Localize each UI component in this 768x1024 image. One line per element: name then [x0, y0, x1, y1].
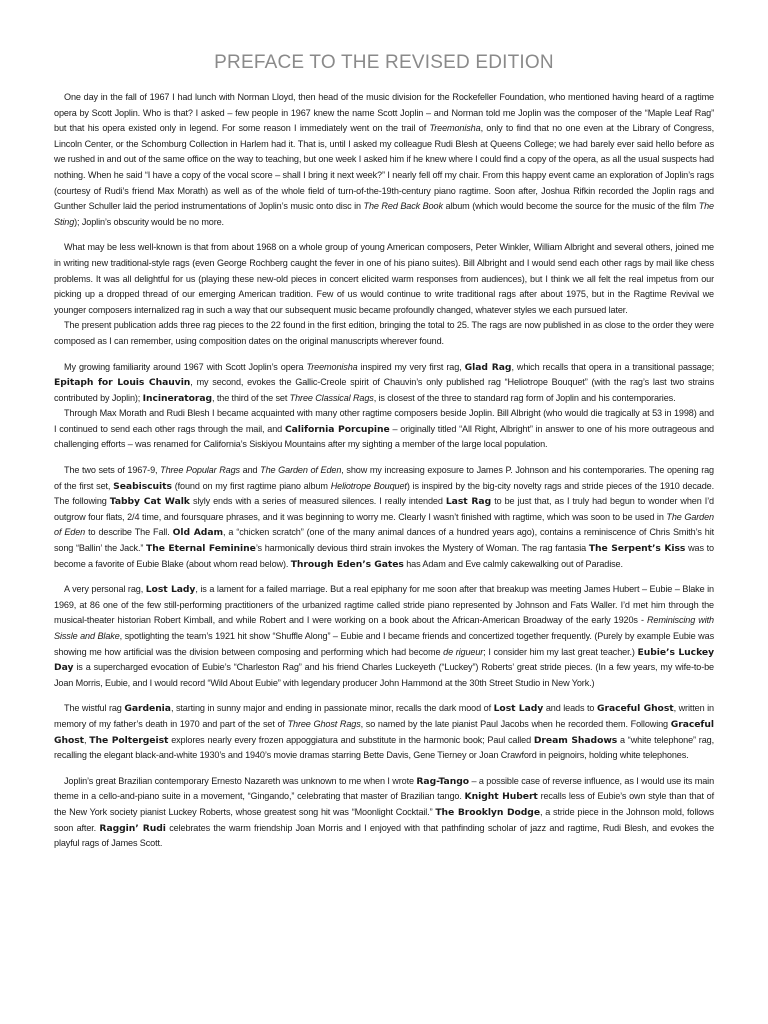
- paragraph: [54, 701, 714, 763]
- text-run: What may be less well-known is that from about 1968 on a whole group of young American composers, Peter Winkler, William Albright and several others, joined me in writing new traditional-style rags (even George Rochberg caught the fever in one of his piano suites). Bill Albright and I would send each other rags by mail like chess problems. It was all delightful for us (playing these new-old pieces in concert elicited warm responses from audiences), but I think we all felt the real impetus from our picking up a dropped thread of our emerging American tradition. Few of us would continue to write traditional rags after about 1975, but in the Ragtime Revival we younger composers internalized rag in such a way that our subsequent music became profoundly changed, whatever styles we each pursued later.: [54, 242, 714, 315]
- rag-title: Eubie’s Luckey Day: [54, 646, 715, 674]
- rag-title: Incineratorag: [142, 392, 213, 404]
- text-run: ); Joplin’s obscurity would be no more.: [74, 216, 224, 227]
- paragraph: [54, 240, 714, 318]
- italic-title: Three Ghost Rags: [287, 718, 361, 729]
- text-run: , written in memory of my father’s death in 1970 and part of the set of: [54, 703, 714, 729]
- text-run: , the third of the set: [212, 392, 290, 403]
- text-run: The two sets of 1967-9,: [64, 465, 161, 476]
- rag-title: Tabby Cat Walk: [109, 496, 190, 508]
- rag-title: Lost Lady: [493, 703, 544, 715]
- text-run: ’s harmonically devious third strain invokes the Mystery of Woman. The rag fantasia: [255, 543, 589, 554]
- text-run: – a possible case of reverse influence, as I would use its main theme in a cello-and-piano suite in a movement, “Gingando,” celebrating that master of Brazilian tango.: [54, 775, 715, 802]
- rag-title: Old Adam: [172, 527, 223, 539]
- italic-title: Three Classical Rags: [289, 392, 374, 403]
- paragraph: [54, 90, 714, 230]
- italic-title: Treemonisha: [429, 123, 481, 134]
- italic-title: The Garden of Eden: [54, 511, 714, 538]
- text-run: celebrates the warm friendship Joan Morris and I enjoyed with that pathfinding scholar of jazz and ragtime, Rudi Blesh, and evokes the playful rags of James Scott.: [54, 822, 715, 849]
- text-run: One day in the fall of 1967 I had lunch with Norman Lloyd, then head of the music division for the Rockefeller Foundation, who mentioned having heard of a ragtime opera by Scott Joplin. Who is that? I asked – few people in 1967 knew the name Scott Joplin – and Norman told me Joplin was the composer of the “Maple Leaf Rag” but that his opera existed only in legend. For some reason I immediately went on the trail of: [54, 92, 714, 134]
- text-run: album (which would become the source for the music of the film: [442, 201, 699, 212]
- paragraph: [54, 318, 714, 349]
- text-run: , starting in sunny major and ending in passionate minor, recalls the dark mood of: [170, 703, 494, 714]
- rag-title: Knight Hubert: [464, 791, 538, 803]
- italic-title: Reminiscing with Sissle and Blake: [54, 615, 714, 641]
- page-title: PREFACE TO THE REVISED EDITION: [214, 52, 554, 73]
- rag-title: The Poltergeist: [89, 734, 169, 746]
- text-run: recalls less of Eubie’s own style than that of the New York society pianist Luckey Roberts, whose greatest song hit was “Moonlight Cocktail.”: [54, 791, 715, 817]
- paragraph: [54, 463, 714, 572]
- text-run: , my second, evokes the Gallic-Creole spirit of Chauvin’s only published rag “Heliotrope Bouquet” (with the rag’s last two strains contributed by Joplin);: [54, 377, 714, 403]
- text-run: was to become a favorite of Eubie Blake (about whom read below).: [54, 543, 714, 569]
- text-run: inspired my very first rag,: [357, 361, 465, 372]
- text-run: , a “chicken scratch” (one of the many animal dances of a hundred years ago), contains a reminiscence of Chris Smith’s hit song “Ballin’ the Jack.”: [54, 527, 715, 554]
- rag-title: Glad Rag: [464, 361, 512, 373]
- italic-title: The Red Back Book: [363, 201, 443, 212]
- text-run: My growing familiarity around 1967 with Scott Joplin’s opera: [64, 361, 307, 372]
- text-run: ) is inspired by the big-city novelty rags and stride pieces of the 1910 decade. The following: [54, 480, 714, 507]
- rag-title: Raggin’ Rudi: [99, 822, 166, 834]
- text-run: , which recalls that opera in a transitional passage;: [511, 361, 714, 372]
- text-run: , is closest of the three to standard rag form of Joplin and his contemporaries.: [373, 392, 676, 403]
- italic-title: Treemonisha: [306, 361, 358, 372]
- text-run: slyly ends with a series of measured silences. I really intended: [189, 496, 446, 507]
- text-run: , is a lament for a failed marriage. But a real epiphany for me soon after that breakup was meeting James Hubert – Eubie – Blake in 1969, at 86 one of the few still-performing practitioners of the urbanized ragtime called stride piano represented by Johnson and Fats Waller. I’d met him through the musical-theater historian Robert Kimball, and while Robert and I were working on a book about the African-American Broadway of the early 1920s -: [54, 584, 714, 626]
- text-run: , show my increasing exposure to James P. Johnson and his contemporaries. The opening rag of the first set,: [54, 465, 714, 491]
- text-run: to describe The Fall.: [85, 527, 173, 538]
- rag-title: The Serpent’s Kiss: [588, 543, 686, 555]
- rag-title: The Eternal Feminine: [146, 543, 256, 555]
- text-run: The wistful rag: [64, 703, 125, 714]
- rag-title: The Brooklyn Dodge: [435, 806, 541, 818]
- rag-title: Lost Lady: [145, 584, 196, 596]
- text-run: ,: [84, 734, 90, 745]
- text-run: (found on my first ragtime piano album: [171, 480, 331, 491]
- paragraph: [54, 582, 714, 691]
- text-run: , a stride piece in the Johnson mold, follows soon after.: [54, 806, 714, 833]
- text-run: a “white telephone” rag, recalling the elegant black-and-white 1930’s and 1940’s movie dramas starring Bette Davis, Gene Tierney or Joan Crawford in peignoirs, holding white telephones.: [54, 734, 714, 761]
- rag-title: Dream Shadows: [533, 734, 618, 746]
- paragraph: [54, 774, 714, 852]
- paragraph: [54, 360, 714, 407]
- text-run: , only to find that no one even at the Library of Congress, Lincoln Center, or the Schomburg Collection in Harlem had it. That is, until I asked my colleague Rudi Blesh at Queens College; we had barely ever said hello before as we rushed in and out of the same office on the way to teaching, but one week I asked him if he knew where I could find a copy of the opera, as all the usual suspects had nothing. When he said “I have a copy of the vocal score – shall I bring it next week?” I nearly fell off my chair. From this happy event came an exploration of Joplin’s rags (courtesy of Rudi’s friend Max Morath) as well as of the whole field of turn-of-the-19th-century piano ragtime. Soon after, Joshua Rifkin recorded the Joplin rags and Gunther Schuller laid the period instrumentations of Joplin’s music onto disc in: [54, 123, 714, 212]
- text-run: Joplin’s great Brazilian contemporary Ernesto Nazareth was unknown to me when I wrote: [64, 775, 417, 786]
- text-run: to be just that, as I truly had begun to wonder when I’d outgrow four flats, 2/4 time, and foursquare phrases, and it was beginning to worry me. Clearly I wasn’t finished with ragtime, which was soon to be used in: [54, 496, 714, 522]
- italic-title: The Garden of Eden: [260, 465, 342, 476]
- rag-title: Rag-Tango: [416, 775, 469, 787]
- rag-title: Graceful Ghost: [596, 703, 674, 715]
- rag-title: Seabiscuits: [113, 480, 172, 492]
- text-run: and leads to: [543, 703, 597, 714]
- italic-title: de rigueur: [443, 646, 484, 657]
- text-run: Through Max Morath and Rudi Blesh I became acquainted with many other ragtime composers beside Joplin. Bill Albright (who would die tragically at 53 in 1998) and I continued to send each other rags through the mail, and: [54, 408, 714, 434]
- rag-title: Last Rag: [445, 496, 492, 508]
- rag-title: California Porcupine: [284, 423, 390, 435]
- rag-title: Graceful Ghost: [54, 718, 714, 746]
- text-run: has Adam and Eve calmly cakewalking out of Paradise.: [403, 558, 623, 569]
- rag-title: Epitaph for Louis Chauvin: [54, 377, 191, 389]
- italic-title: Heliotrope Bouquet: [330, 480, 407, 491]
- text-run: and: [239, 465, 261, 476]
- italic-title: Three Popular Rags: [160, 465, 240, 476]
- paragraph: [54, 406, 714, 453]
- text-run: A very personal rag,: [64, 584, 146, 595]
- italic-title: The Sting: [54, 201, 714, 227]
- rag-title: Gardenia: [124, 703, 171, 715]
- text-run: , spotlighting the team’s 1921 hit show “Shuffle Along” – Eubie and I became friends and concertized together frequently. (Purely by example Eubie was showing me how artificial was the division between composing and performing which had become: [54, 631, 714, 657]
- text-run: – originally titled “All Right, Albright” in answer to one of his more outrageous and challenging efforts – was renamed for California’s Siskiyou Mountains after my sighting a member of the large local population.: [54, 423, 714, 450]
- rag-title: Through Eden’s Gates: [290, 558, 404, 570]
- text-run: is a supercharged evocation of Eubie’s “Charleston Rag” and his friend Charles Luckeyeth (“Luckey”) Roberts’ great stride pieces. (In a few years, my wife-to-be Joan Morris, Eubie, and I would record “Wild About Eubie” with legendary producer John Hammond at the 30th Street Studio in New York.): [54, 662, 714, 688]
- text-run: The present publication adds three rag pieces to the 22 found in the first edition, bringing the total to 25. The rags are now published in as close to the order they were composed as I can remember, using composition dates on the original manuscripts wherever found.: [54, 320, 714, 346]
- text-run: explores nearly every frozen appoggiatura and substitute in the harmonic book; Paul called: [168, 734, 534, 745]
- preface-body: [54, 90, 714, 852]
- text-run: , so named by the late pianist Paul Jacobs when he recorded them. Following: [360, 718, 671, 729]
- text-run: ; I consider him my last great teacher.): [483, 646, 638, 657]
